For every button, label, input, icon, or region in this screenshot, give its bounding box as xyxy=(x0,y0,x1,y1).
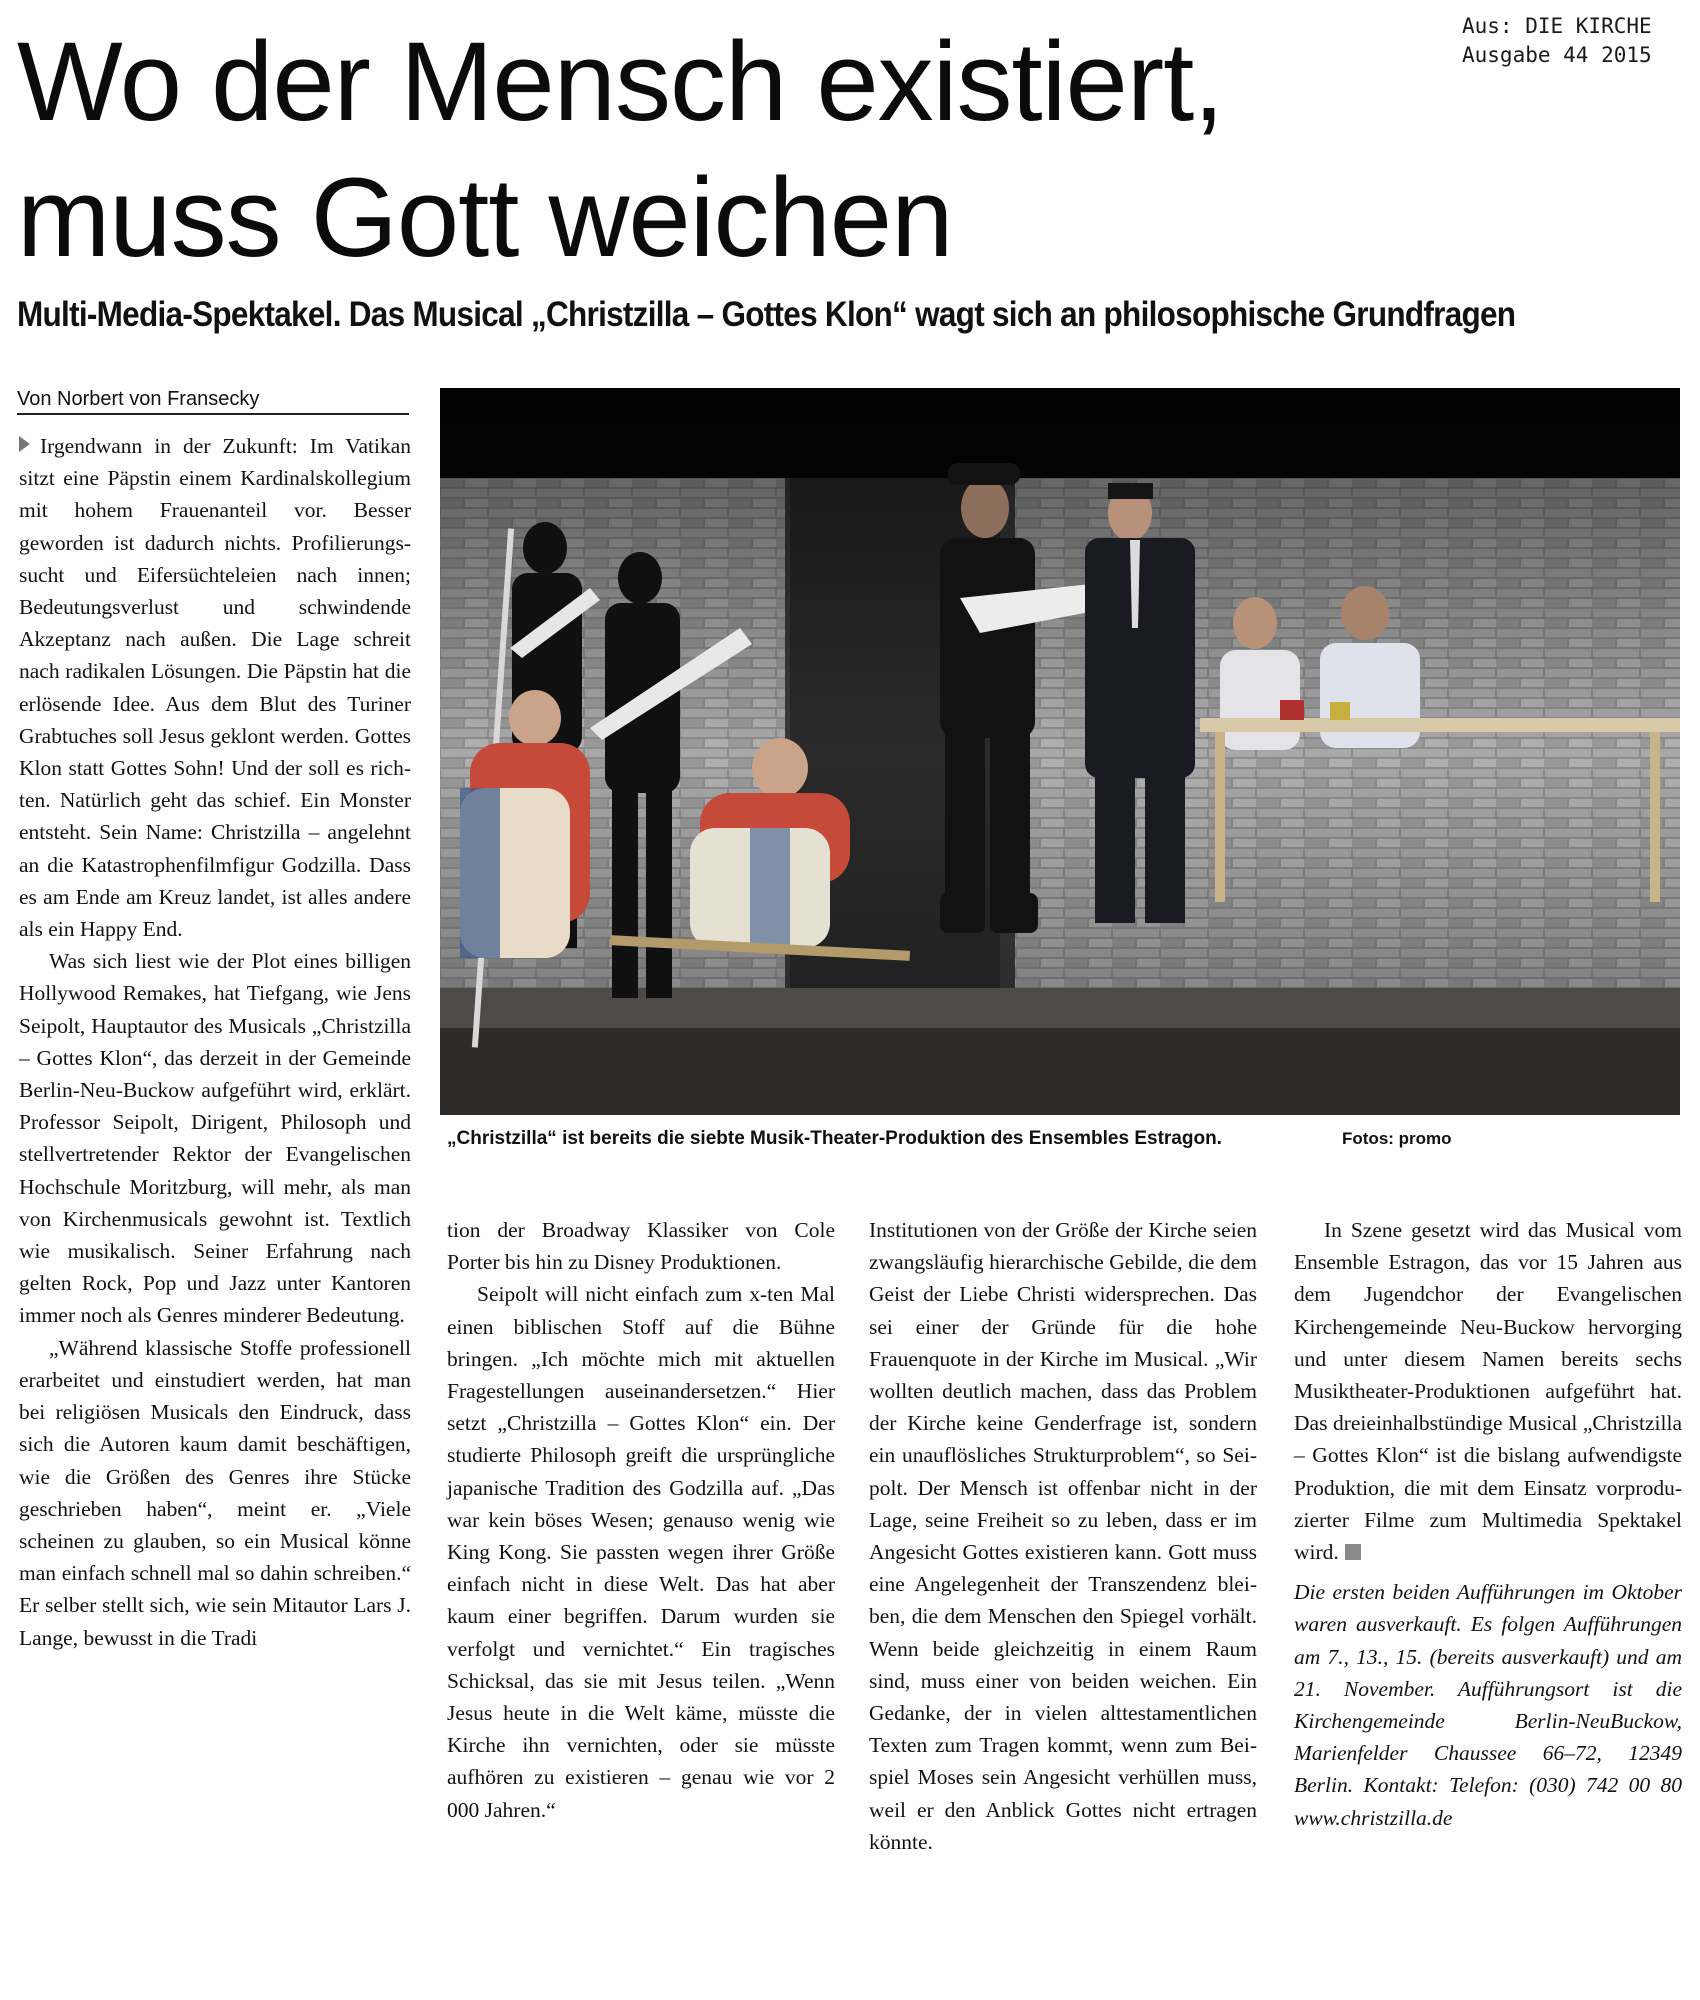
photo-credit: Fotos: promo xyxy=(1342,1129,1452,1148)
article-column-2 xyxy=(447,1214,835,1826)
performance-info: Die ersten beiden Aufführungen im Oktober waren ausverkauft. Es folgen Aufführungen am 7., 13., 15. (bereits ausverkauft) und am 21. November. Aufführungsort ist die Kirchengemeinde Berlin-NeuBuckow, Marienfelder Chaussee 66–72, 12349 Berlin. Kontakt: Telefon: (030) 742 00 80 www.christzilla.de xyxy=(1294,1580,1682,1830)
subheadline: Multi-Media-Spektakel. Das Musical „Christzilla – Gottes Klon“ wagt sich an philosophische Grundfragen xyxy=(17,295,1516,334)
paragraph-4: Seipolt will nicht einfach zum x-ten Mal einen biblischen Stoff auf die Bühne bringen. „Ich möchte mich mit aktuellen Fragestellungen auseinandersetzen.“ Hier setzt „Christzilla – Gottes Klon“ ein. Der studierte Philosoph greift die ursprüngliche japanische Tradition des Godzilla auf. „Das war kein böses Wesen; genauso wenig wie King Kong. Sie passten wegen ihrer Größe einfach nicht in diese Welt. Das hat aber kaum einer begriffen. Darum wurden sie verfolgt und vernichtet.“ Ein tragisches Schicksal, das sie mit Jesus teilen. „Wenn Jesus heute in die Welt käme, müsste die Kirche ihn vernichten, oder sie müsste aufhören zu existieren – genau wie vor 2 000 Jahren.“ xyxy=(447,1282,835,1822)
paragraph-1-text: Irgendwann in der Zukunft: Im Vatikan sitzt eine Päpstin einem Kardinalskollegium mit hohem Frauenanteil vor. Besser geworden ist dadurch nichts. Profilierungssucht und Eifersüchteleien nach innen; Bedeutungsverlust und schwindende Akzeptanz nach außen. Die Lage schreit nach radikalen Lösungen. Die Päpstin hat die erlösende Idee. Aus dem Blut des Turiner Grabtuches soll Jesus geklont werden. Gottes Klon statt Gottes Sohn! Und der soll es richten. Natürlich geht das schief. Ein Monster entsteht. Sein Name: Christzilla – angelehnt an die Katastrophenfilmfigur Godzilla. Dass es am Ende am Kreuz landet, ist alles andere als ein Happy End. xyxy=(19,434,411,942)
caption-text: „Christzilla“ ist bereits die siebte Musik-Theater-Produktion des Ensembles Estragon. xyxy=(447,1128,1222,1149)
headline xyxy=(17,14,1457,286)
source-line-1: Aus: DIE KIRCHE xyxy=(1462,14,1652,38)
end-of-article-icon xyxy=(1345,1544,1361,1560)
paragraph-start-icon xyxy=(19,436,30,452)
photo-caption xyxy=(447,1126,1677,1152)
paragraph-3-continued: tion der Broadway Klassiker von Cole Porter bis hin zu Disney Produktionen. xyxy=(447,1218,835,1275)
paragraph-1 xyxy=(19,430,411,945)
headline-line-2: muss Gott weichen xyxy=(17,155,953,280)
byline: Von Norbert von Fransecky xyxy=(17,386,409,415)
source-line-2: Ausgabe 44 2015 xyxy=(1462,43,1652,67)
stage-photo-image xyxy=(440,388,1680,1115)
paragraph-3: „Während klassische Stoffe professionell erarbeitet und einstudiert werden, hat man bei religiösen Musicals den Eindruck, dass sich die Autoren kaum damit beschäftigen, wie die Größen des Genres ihre Stücke geschrieben haben“, meint er. „Viele scheinen zu glauben, so ein Musical könne man einfach schnell mal so dahin schreiben.“ Er selber stellt sich, wie sein Mitautor Lars J. Lange, bewusst in die Tradi xyxy=(19,1335,411,1650)
stage-photo xyxy=(440,388,1680,1115)
paragraph-6-text: In Szene gesetzt wird das Musical vom Ensemble Estragon, das vor 15 Jahren aus dem Jugendchor der Evangelischen Kirchengemeinde Neu-Buckow hervorging und unter diesem Namen bereits sechs Musiktheater-Produktionen aufgeführt hat. Das dreieinhalbstündige Musical „Christzilla – Gottes Klon“ ist die bislang aufwendigste Produktion, die mit dem Einsatz vorproduzierter Filme zum Multimedia Spektakel wird. xyxy=(1294,1218,1682,1565)
article-column-1 xyxy=(19,430,411,1654)
paragraph-5: Institutionen von der Größe der Kirche seien zwangsläufig hierarchische Gebilde, die dem Geist der Liebe Christi widersprechen. Das sei einer der Gründe für die hohe Frauenquote in der Kirche im Musical. „Wir wollten deutlich machen, dass das Problem der Kirche keine Genderfrage ist, sondern ein unauflösliches Strukturproblem“, so Seipolt. Der Mensch ist offenbar nicht in der Lage, seine Freiheit so zu leben, dass er im Angesicht Gottes existieren kann. Gott muss eine Angelegenheit der Transzendenz bleiben, die dem Menschen den Spiegel vorhält. Wenn beide gleichzeitig in einem Raum sind, muss einer von beiden weichen. Ein Gedanke, der in vielen alttestamentlichen Texten zum Tragen kommt, wenn zum Beispiel Moses sein Angesicht verhüllen muss, weil er den Anblick Gottes nicht ertragen könnte. xyxy=(869,1218,1257,1854)
paragraph-6 xyxy=(1294,1214,1682,1568)
article-column-4 xyxy=(1294,1214,1682,1834)
headline-line-1: Wo der Mensch existiert, xyxy=(17,19,1224,144)
paragraph-2: Was sich liest wie der Plot eines billigen Hollywood Remakes, hat Tiefgang, wie Jens Seipolt, Hauptautor des Musicals „Christzilla – Gottes Klon“, das derzeit in der Gemeinde Berlin-Neu-Buckow aufgeführt wird, erklärt. Professor Seipolt, Dirigent, Philosoph und stellvertretender Rektor der Evangelischen Hochschule Moritzburg, will mehr, als man von Kirchenmusicals gewohnt ist. Textlich wie musikalisch. Seiner Erfahrung nach gelten Rock, Pop und Jazz unter Kantoren immer noch als Genres minderer Bedeutung. xyxy=(19,949,411,1328)
source-note xyxy=(1462,12,1652,70)
article-column-3 xyxy=(869,1214,1257,1858)
